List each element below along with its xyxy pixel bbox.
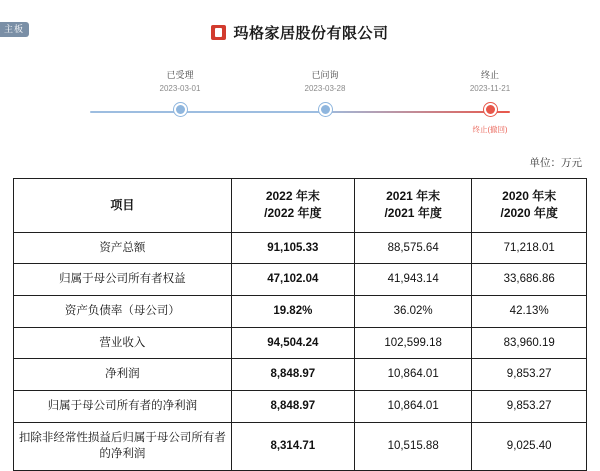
timeline-node-label: 已受理 [166, 70, 194, 80]
column-header-line: 2020 年末 [502, 189, 557, 203]
table-row [14, 391, 587, 423]
timeline-node-label: 终止 [480, 70, 499, 80]
row-item-label: 营业收入 [14, 327, 232, 359]
column-header-2021 [354, 179, 471, 233]
timeline-node-accepted[interactable] [125, 69, 235, 116]
table-row [14, 422, 587, 470]
row-value-2021: 10,864.01 [354, 359, 471, 391]
row-value-2022: 19.82% [231, 296, 354, 328]
row-value-2021: 88,575.64 [354, 232, 471, 264]
timeline-node-inquired[interactable] [270, 69, 380, 116]
timeline-node-label: 已问询 [311, 70, 339, 80]
company-logo-icon [211, 25, 226, 40]
timeline-node-terminated[interactable] [435, 69, 545, 135]
board-badge: 主板 [0, 22, 29, 37]
row-value-2020: 9,853.27 [472, 359, 587, 391]
row-item-label: 净利润 [14, 359, 232, 391]
row-value-2021: 10,515.88 [354, 422, 471, 470]
row-value-2020: 33,686.86 [472, 264, 587, 296]
timeline-dot [319, 103, 332, 116]
row-item-label: 资产总额 [14, 232, 232, 264]
page-title: 玛格家居股份有限公司 [233, 25, 389, 42]
column-header-line: /2020 年度 [500, 206, 558, 221]
review-timeline [90, 69, 511, 134]
timeline-node-date: 2023-11-21 [469, 83, 511, 93]
table-header-row [14, 179, 587, 233]
row-item-label: 资产负债率（母公司） [14, 296, 232, 328]
row-value-2021: 41,943.14 [354, 264, 471, 296]
row-value-2020: 71,218.01 [472, 232, 587, 264]
row-value-2020: 83,960.19 [472, 327, 587, 359]
company-header [0, 0, 600, 43]
column-header-line: 项目 [110, 197, 135, 212]
row-value-2022: 8,848.97 [231, 391, 354, 423]
row-item-label: 归属于母公司所有者的净利润 [14, 391, 232, 423]
column-header-line: /2022 年度 [264, 206, 322, 221]
row-value-2022: 8,314.71 [231, 422, 354, 470]
column-header-item [14, 179, 232, 233]
column-header-2022 [231, 179, 354, 233]
row-value-2021: 102,599.18 [354, 327, 471, 359]
timeline-node-date: 2023-03-01 [159, 83, 201, 93]
column-header-line: 2022 年末 [265, 189, 320, 203]
row-value-2021: 36.02% [354, 296, 471, 328]
column-header-line: /2021 年度 [384, 206, 442, 221]
timeline-node-sublabel: 终止(撤回) [472, 124, 508, 134]
row-value-2020: 9,025.40 [472, 422, 587, 470]
table-row [14, 232, 587, 264]
unit-note: 单位：万元 [529, 157, 582, 169]
timeline-node-date: 2023-03-28 [304, 83, 346, 93]
row-value-2022: 94,504.24 [231, 327, 354, 359]
timeline-dot-end [484, 103, 497, 116]
financial-summary-table [13, 178, 587, 471]
row-value-2020: 42.13% [472, 296, 587, 328]
column-header-line: 2021 年末 [386, 189, 441, 203]
table-row [14, 327, 587, 359]
row-value-2020: 9,853.27 [472, 391, 587, 423]
row-value-2022: 47,102.04 [231, 264, 354, 296]
row-value-2022: 91,105.33 [231, 232, 354, 264]
row-value-2022: 8,848.97 [231, 359, 354, 391]
row-value-2021: 10,864.01 [354, 391, 471, 423]
table-row [14, 359, 587, 391]
timeline-dot [174, 103, 187, 116]
table-row [14, 296, 587, 328]
row-item-label: 归属于母公司所有者权益 [14, 264, 232, 296]
column-header-2020 [472, 179, 587, 233]
row-item-label: 扣除非经常性损益后归属于母公司所有者的净利润 [14, 422, 232, 470]
table-row [14, 264, 587, 296]
